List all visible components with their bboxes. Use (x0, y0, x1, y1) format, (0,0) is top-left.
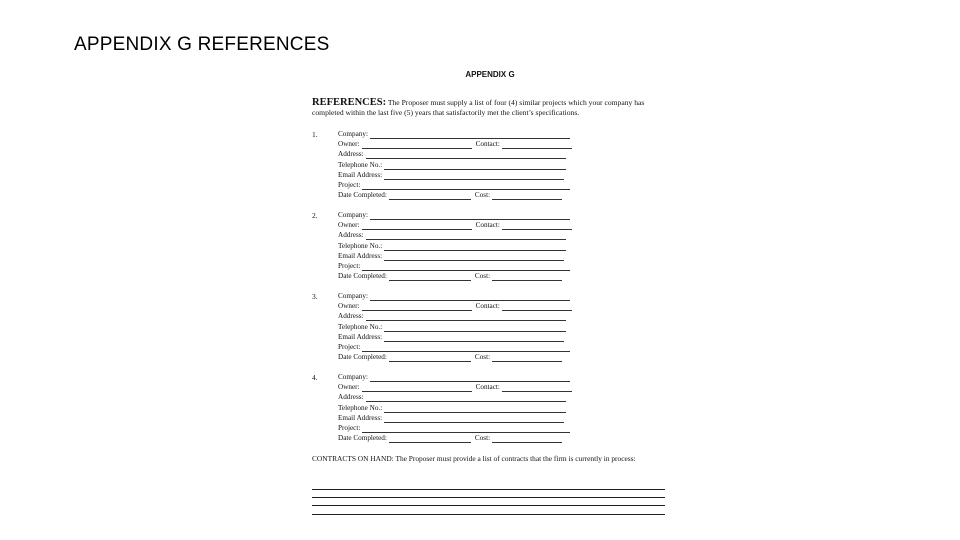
company-label: Company: (338, 373, 368, 381)
date-completed-label: Date Completed: (338, 353, 387, 362)
reference-field-row (338, 171, 564, 181)
reference-number: 4. (312, 373, 318, 382)
project-label: Project: (338, 262, 361, 270)
reference-field-row (338, 161, 566, 171)
address-label: Address: (338, 150, 364, 159)
reference-field-row (338, 292, 570, 302)
reference-field-row (338, 262, 570, 272)
reference-field-row (338, 373, 570, 383)
reference-field-row (338, 302, 572, 312)
cost-label: Cost: (474, 272, 491, 281)
contracts-instructions: The Proposer must provide a list of contracts that the firm is currently in process: (395, 454, 636, 463)
company-label: Company: (338, 130, 368, 138)
cost-field[interactable] (492, 353, 562, 362)
telephone-label: Telephone No.: (338, 403, 383, 412)
references-instructions: The Proposer must supply a list of four (4) similar projects which your company has completed within the last five (5) years that satisfactorily met the client’s specifications. (312, 98, 645, 117)
date-completed-label: Date Completed: (338, 434, 387, 443)
address-field[interactable] (366, 393, 566, 402)
reference-field-row (338, 404, 566, 414)
contact-field[interactable] (502, 221, 572, 230)
project-field[interactable] (362, 181, 570, 190)
company-label: Company: (338, 211, 368, 219)
contracts-on-hand (312, 454, 672, 464)
reference-field-row (338, 424, 570, 434)
owner-field[interactable] (362, 221, 472, 230)
email-label: Email Address: (338, 251, 383, 260)
email-field[interactable] (384, 414, 564, 423)
telephone-label: Telephone No.: (338, 241, 383, 250)
project-field[interactable] (362, 262, 570, 271)
telephone-field[interactable] (384, 242, 566, 251)
telephone-field[interactable] (384, 404, 566, 413)
cost-label: Cost: (474, 434, 491, 443)
appendix-document (300, 62, 680, 532)
cost-label: Cost: (474, 191, 491, 200)
date-completed-field[interactable] (389, 434, 471, 443)
date-completed-field[interactable] (389, 353, 471, 362)
contracts-lead: CONTRACTS ON HAND: (312, 454, 394, 463)
project-label: Project: (338, 424, 361, 432)
reference-field-row (338, 150, 566, 160)
owner-label: Owner: (338, 383, 360, 392)
cost-field[interactable] (492, 191, 562, 200)
company-field[interactable] (370, 211, 570, 220)
date-completed-label: Date Completed: (338, 191, 387, 200)
reference-field-row (338, 393, 566, 403)
email-field[interactable] (384, 171, 564, 180)
reference-field-row (338, 414, 564, 424)
cost-field[interactable] (492, 434, 562, 443)
company-label: Company: (338, 292, 368, 300)
email-field[interactable] (384, 333, 564, 342)
contact-field[interactable] (502, 383, 572, 392)
references-lead: REFERENCES: (312, 97, 387, 108)
address-label: Address: (338, 231, 364, 240)
reference-field-row (338, 181, 570, 191)
reference-field-row (338, 383, 572, 393)
reference-field-row (338, 434, 562, 444)
project-label: Project: (338, 181, 361, 189)
owner-label: Owner: (338, 302, 360, 311)
reference-field-row (338, 312, 566, 322)
address-field[interactable] (366, 231, 566, 240)
reference-field-row (338, 252, 564, 262)
reference-field-row (338, 343, 570, 353)
reference-field-row (338, 211, 570, 221)
company-field[interactable] (370, 130, 570, 139)
address-field[interactable] (366, 150, 566, 159)
telephone-label: Telephone No.: (338, 322, 383, 331)
date-completed-field[interactable] (389, 191, 471, 200)
reference-field-row (338, 140, 572, 150)
owner-field[interactable] (362, 140, 472, 149)
document-heading: APPENDIX G (465, 70, 515, 79)
address-field[interactable] (366, 312, 566, 321)
references-intro (312, 98, 672, 117)
date-completed-label: Date Completed: (338, 272, 387, 281)
contact-label: Contact: (475, 383, 500, 392)
contact-field[interactable] (502, 140, 572, 149)
address-label: Address: (338, 393, 364, 402)
reference-field-row (338, 323, 566, 333)
project-label: Project: (338, 343, 361, 351)
owner-field[interactable] (362, 383, 472, 392)
telephone-field[interactable] (384, 161, 566, 170)
date-completed-field[interactable] (389, 272, 471, 281)
contract-entry-line[interactable] (312, 514, 665, 515)
contract-entry-line[interactable] (312, 489, 665, 490)
address-label: Address: (338, 312, 364, 321)
email-label: Email Address: (338, 170, 383, 179)
contract-entry-line[interactable] (312, 497, 665, 498)
reference-field-row (338, 130, 570, 140)
slide-title: APPENDIX G REFERENCES (74, 34, 330, 55)
contract-entry-line[interactable] (312, 505, 665, 506)
contact-label: Contact: (475, 302, 500, 311)
owner-field[interactable] (362, 302, 472, 311)
telephone-label: Telephone No.: (338, 160, 383, 169)
cost-field[interactable] (492, 272, 562, 281)
company-field[interactable] (370, 373, 570, 382)
reference-field-row (338, 191, 562, 201)
email-label: Email Address: (338, 413, 383, 422)
reference-field-row (338, 353, 562, 363)
reference-number: 1. (312, 130, 318, 139)
reference-number: 2. (312, 211, 318, 220)
contact-field[interactable] (502, 302, 572, 311)
reference-field-row (338, 333, 564, 343)
contact-label: Contact: (475, 140, 500, 149)
reference-field-row (338, 221, 572, 231)
reference-field-row (338, 242, 566, 252)
email-label: Email Address: (338, 332, 383, 341)
owner-label: Owner: (338, 140, 360, 149)
telephone-field[interactable] (384, 323, 566, 332)
reference-field-row (338, 231, 566, 241)
company-field[interactable] (370, 292, 570, 301)
email-field[interactable] (384, 252, 564, 261)
reference-field-row (338, 272, 562, 282)
project-field[interactable] (362, 343, 570, 352)
owner-label: Owner: (338, 221, 360, 230)
cost-label: Cost: (474, 353, 491, 362)
reference-number: 3. (312, 292, 318, 301)
contact-label: Contact: (475, 221, 500, 230)
project-field[interactable] (362, 424, 570, 433)
